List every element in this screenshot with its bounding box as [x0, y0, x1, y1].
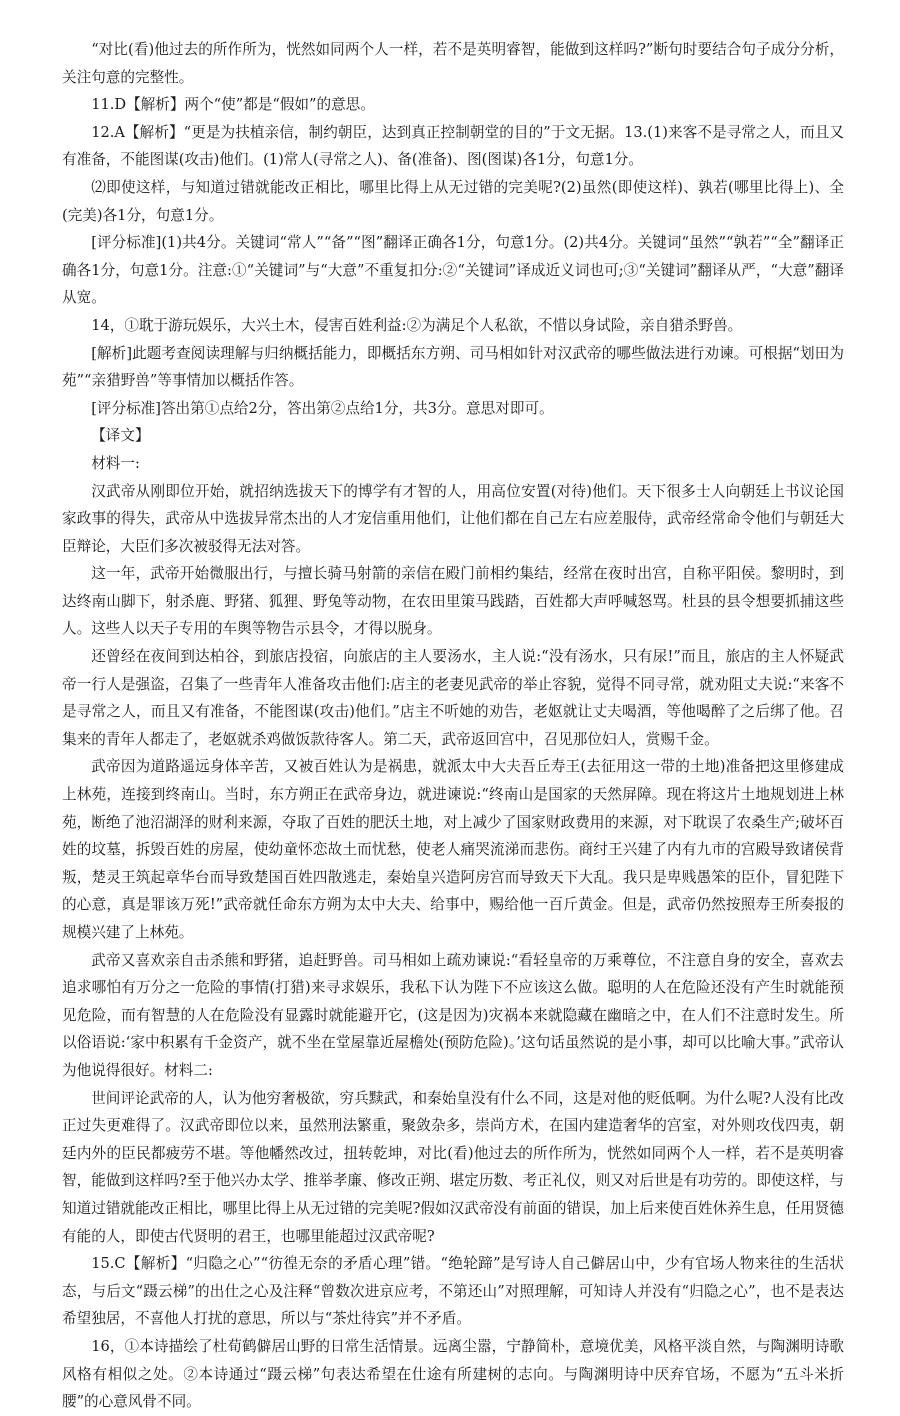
paragraph-sentence-breaking-note: “对比(看)他过去的所作所为，恍然如同两个人一样，若不是英明睿智，能做到这样吗?”断句时要结合句子成分分析，关注句意的完整性。 [62, 41, 844, 86]
paragraph-answer-13-2: ⑵即使这样，与知道过错就能改正相比，哪里比得上从无过错的完美呢?(2)虽然(即使这样)、孰若(哪里比得上)、全(完美)各1分，句意1分。 [62, 178, 844, 224]
material-one-heading: 材料一: [91, 454, 140, 472]
paragraph-answer-15: 15.C【解析】“归隐之心”“彷徨无奈的矛盾心理”错。“绝轮蹄”是写诗人自己僻居山中，少有官场人物来往的生活状态，与后文“蹑云梯”的出仕之心及注释“曾数次进京应考，不第还山”对照理解，可知诗人并没有“归隐之心”，也不是表达希望独居，不喜他人打扰的意思，所以与“茶灶待宾”并不矛盾。 [62, 1255, 844, 1328]
translation-paragraph: 武帝又喜欢亲自击杀熊和野猪，追赶野兽。司马相如上疏劝谏说:“看轻皇帝的万乘尊位，不注意自身的安全，喜欢去追求哪怕有万分之一危险的事情(打猎)来寻求娱乐，我私下认为陛下不应该这么做。聪明的人在危险还没有产生时就能预见危险，而有智慧的人在危险没有显露时就能避开它，(这是因为)灾祸本来就隐藏在幽暗之中，在人们不注意时发生。所以俗语说:‘家中积累有千金资产，就不坐在堂屋靠近屋檐处(预防危险)。’这句话虽然说的是小事，却可以比喻大事。”武帝认为他说得很好。材料二: [62, 951, 844, 1079]
translation-heading: 【译文】 [91, 427, 150, 445]
paragraph-answer-14: 14，①耽于游玩娱乐，大兴土木，侵害百姓利益:②为满足个人私欲，不惜以身试险，亲自猎杀野兽。 [91, 316, 743, 334]
translation-paragraph: 这一年，武帝开始微服出行，与擅长骑马射箭的亲信在殿门前相约集结，经常在夜时出宫，自称平阳侯。黎明时，到达终南山脚下，射杀鹿、野猪、狐狸、野兔等动物，在农田里策马践踏，百姓都大声呼喊怒骂。杜县的县令想要抓捕这些人。这些人以天子专用的车舆等物告示县令，才得以脱身。 [62, 565, 844, 638]
translation-paragraph: 还曾经在夜间到达柏谷，到旅店投宿，向旅店的主人要汤水，主人说:“没有汤水，只有尿!”而且，旅店的主人怀疑武帝一行人是强盗，召集了一些青年人准备攻击他们:店主的老妻见武帝的举止容貌，觉得不同寻常，就劝阻丈夫说:“来客不是寻常之人，而且又有准备，不能图谋(攻击)他们。”店主不听她的劝告，老妪就让丈夫喝酒，等他喝醉了之后绑了他。召集来的青年人都走了，老妪就杀鸡做饭款待客人。第二天，武帝返回宫中，召见那位妇人，赏赐千金。 [62, 648, 844, 748]
paragraph-answer-12-13: 12.A【解析】“更是为扶植亲信，制约朝臣，达到真正控制朝堂的目的”于文无据。13.(1)来客不是寻常之人，而且又有准备，不能图谋(攻击)他们。(1)常人(寻常之人)、备(准备)、图(图谋)各1分，句意1分。 [62, 123, 844, 169]
paragraph-answer-16: 16，①本诗描绘了杜荀鹤僻居山野的日常生活情景。远离尘嚣，宁静简朴，意境优美，风格平淡自然，与陶渊明诗歌风格有相似之处。②本诗通过“蹑云梯”句表达希望在仕途有所建树的志向。与陶渊明诗中厌弃官场，不愿为“五斗米折腰”的心意风骨不同。 [62, 1337, 844, 1411]
paragraph-analysis-14: [解析]此题考查阅读理解与归纳概括能力，即概括东方朔、司马相如针对汉武帝的哪些做法进行劝谏。可根据“划田为苑”“亲猎野兽”等事情加以概括作答。 [62, 344, 844, 390]
paragraph-answer-11: 11.D【解析】两个“使”都是“假如”的意思。 [91, 96, 375, 114]
translation-paragraph: 世间评论武帝的人，认为他穷奢极欲，穷兵黩武，和秦始皇没有什么不同，这是对他的贬低啊。为什么呢?人没有比改正过失更难得了。汉武帝即位以来，虽然刑法繁重，聚敛杂多，崇尚方术，在国内建造奢华的宫室，对外则攻伐四夷，朝廷内外的臣民都疲劳不堪。等他幡然改过，扭转乾坤，对比(看)他过去的所作所为，恍然如同两个人一样，若不是英明睿智，能做到这样吗?至于他兴办太学、推举孝廉、修改正朔、堪定历数、考正礼仪，则又对后世是有功劳的。即使这样，与知道过错就能改正相比，哪里比得上从无过错的完美呢?假如汉武帝没有前面的错误，加上后来使百姓休养生息，任用贤德有能的人，即使古代贤明的君王，也哪里能超过汉武帝呢? [62, 1089, 844, 1245]
paragraph-scoring-13: [评分标准](1)共4分。关键词“常人”“备”“图”翻译正确各1分，句意1分。(2)共4分。关键词“虽然”“孰若”“全”翻译正确各1分，句意1分。注意:①“关键词”与“大意”不重复扣分:②“关键词”译成近义词也可;③“关键词”翻译从严，“大意”翻译从宽。 [62, 234, 844, 307]
translation-paragraph: 武帝因为道路遥远身体辛苦，又被百姓认为是祸患，就派太中大夫吾丘寿王(去征用这一带的土地)准备把这里修建成上林苑，连接到终南山。当时，东方朔正在武帝身边，就进谏说:“终南山是国家的天然屏障。现在将这片土地规划进上林苑，断绝了池沼湖泽的财利来源，夺取了百姓的肥沃土地，对上减少了国家财政费用的来源，对下耽误了农桑生产;破坏百姓的坟墓，拆毁百姓的房屋，使幼童怀恋故土而忧愁，使老人痛哭流涕而悲伤。商纣王兴建了内有九市的宫殿导致诸侯背叛，楚灵王筑起章华台而导致楚国百姓四散逃走，秦始皇兴造阿房宫而导致天下大乱。我只是卑贱愚笨的臣仆，冒犯陛下的心意，真是罪该万死!”武帝就任命东方朔为太中大夫、给事中，赐给他一百斤黄金。但是，武帝仍然按照寿王所奏报的规模兴建了上林苑。 [62, 758, 844, 941]
translation-paragraph: 汉武帝从刚即位开始，就招纳选拔天下的博学有才智的人，用高位安置(对待)他们。天下很多士人向朝廷上书议论国家政事的得失，武帝从中选拔异常杰出的人才宠信重用他们，让他们都在自己左右应差服侍，武帝经常命令他们与朝廷大臣辩论，大臣们多次被驳得无法对答。 [62, 482, 844, 555]
paragraph-scoring-14: [评分标准]答出第①点给2分，答出第②点给1分，共3分。意思对即可。 [91, 399, 554, 417]
